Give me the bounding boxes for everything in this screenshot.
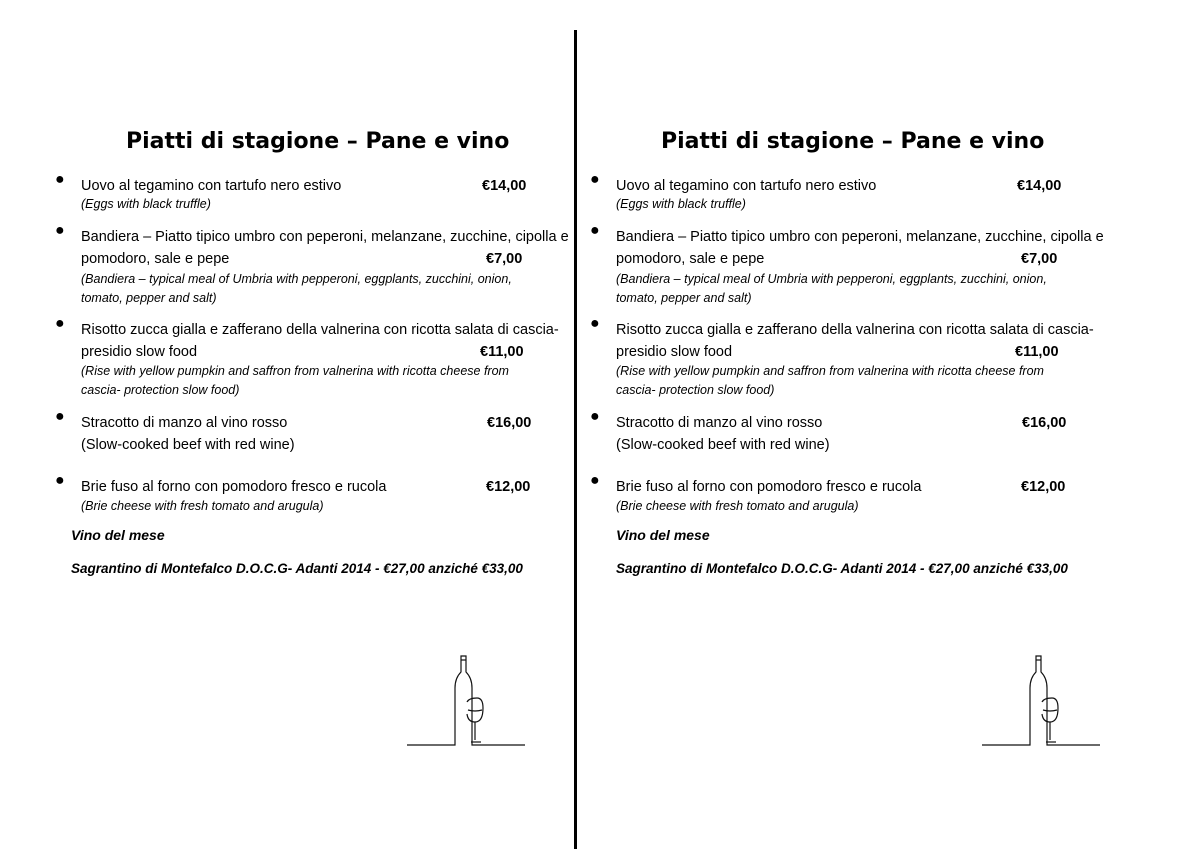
menu-page-left [0, 0, 569, 849]
item-name: Uovo al tegamino con tartufo nero estivo [616, 178, 877, 194]
item-translation: cascia- protection slow food) [81, 383, 240, 397]
bullet-icon: ● [55, 408, 65, 425]
bullet-icon: ● [590, 171, 600, 188]
item-name: Risotto zucca gialla e zafferano della valnerina con ricotta salata di cascia- [616, 322, 1094, 338]
item-name: pomodoro, sale e pepe [616, 251, 765, 267]
item-translation: (Rise with yellow pumpkin and saffron from valnerina with ricotta cheese from [616, 364, 1044, 378]
item-name: Bandiera – Piatto tipico umbro con peperoni, melanzane, zucchine, cipolla e [81, 229, 569, 245]
item-price: €12,00 [486, 479, 531, 495]
bullet-icon: ● [590, 408, 600, 425]
item-translation: (Slow-cooked beef with red wine) [616, 437, 830, 453]
wine-of-month-heading: Vino del mese [616, 527, 710, 543]
bullet-icon: ● [55, 171, 65, 188]
bullet-icon: ● [55, 222, 65, 239]
item-translation: (Bandiera – typical meal of Umbria with pepperoni, eggplants, zucchini, onion, [616, 272, 1047, 286]
item-translation: (Brie cheese with fresh tomato and arugula) [616, 499, 859, 513]
item-price: €16,00 [487, 415, 532, 431]
item-name: Stracotto di manzo al vino rosso [81, 415, 288, 431]
item-name: Bandiera – Piatto tipico umbro con peperoni, melanzane, zucchine, cipolla e [616, 229, 1104, 245]
item-translation: (Slow-cooked beef with red wine) [81, 437, 295, 453]
item-name: Risotto zucca gialla e zafferano della valnerina con ricotta salata di cascia- [81, 322, 559, 338]
item-name: pomodoro, sale e pepe [81, 251, 230, 267]
item-name: presidio slow food [81, 344, 198, 360]
item-price: €11,00 [1015, 344, 1059, 360]
wine-of-month-offer: Sagrantino di Montefalco D.O.C.G- Adanti 2014 - €27,00 anziché €33,00 [616, 561, 1068, 576]
item-translation: (Rise with yellow pumpkin and saffron from valnerina with ricotta cheese from [81, 364, 509, 378]
menu-title: Piatti di stagione – Pane e vino [661, 129, 1045, 154]
menu-page-right [535, 0, 1104, 849]
item-translation: (Eggs with black truffle) [81, 197, 211, 211]
item-name: Brie fuso al forno con pomodoro fresco e rucola [616, 479, 922, 495]
item-price: €7,00 [1021, 251, 1058, 267]
wine-bottle-glass-illustration [980, 650, 1105, 750]
item-translation: cascia- protection slow food) [616, 383, 775, 397]
item-price: €11,00 [480, 344, 524, 360]
bullet-icon: ● [590, 222, 600, 239]
item-price: €14,00 [1017, 178, 1062, 194]
item-price: €7,00 [486, 251, 523, 267]
item-price: €12,00 [1021, 479, 1066, 495]
wine-bottle-glass-illustration [405, 650, 530, 750]
item-name: Stracotto di manzo al vino rosso [616, 415, 823, 431]
bullet-icon: ● [55, 315, 65, 332]
bullet-icon: ● [590, 315, 600, 332]
item-name: Brie fuso al forno con pomodoro fresco e rucola [81, 479, 387, 495]
item-translation: (Brie cheese with fresh tomato and arugula) [81, 499, 324, 513]
item-translation: tomato, pepper and salt) [81, 291, 217, 305]
menu-title: Piatti di stagione – Pane e vino [126, 129, 510, 154]
wine-of-month-offer: Sagrantino di Montefalco D.O.C.G- Adanti 2014 - €27,00 anziché €33,00 [71, 561, 523, 576]
bullet-icon: ● [55, 472, 65, 489]
bullet-icon: ● [590, 472, 600, 489]
item-price: €16,00 [1022, 415, 1067, 431]
item-translation: (Eggs with black truffle) [616, 197, 746, 211]
item-translation: (Bandiera – typical meal of Umbria with pepperoni, eggplants, zucchini, onion, [81, 272, 512, 286]
item-translation: tomato, pepper and salt) [616, 291, 752, 305]
item-name: Uovo al tegamino con tartufo nero estivo [81, 178, 342, 194]
item-price: €14,00 [482, 178, 527, 194]
wine-of-month-heading: Vino del mese [71, 527, 165, 543]
item-name: presidio slow food [616, 344, 733, 360]
